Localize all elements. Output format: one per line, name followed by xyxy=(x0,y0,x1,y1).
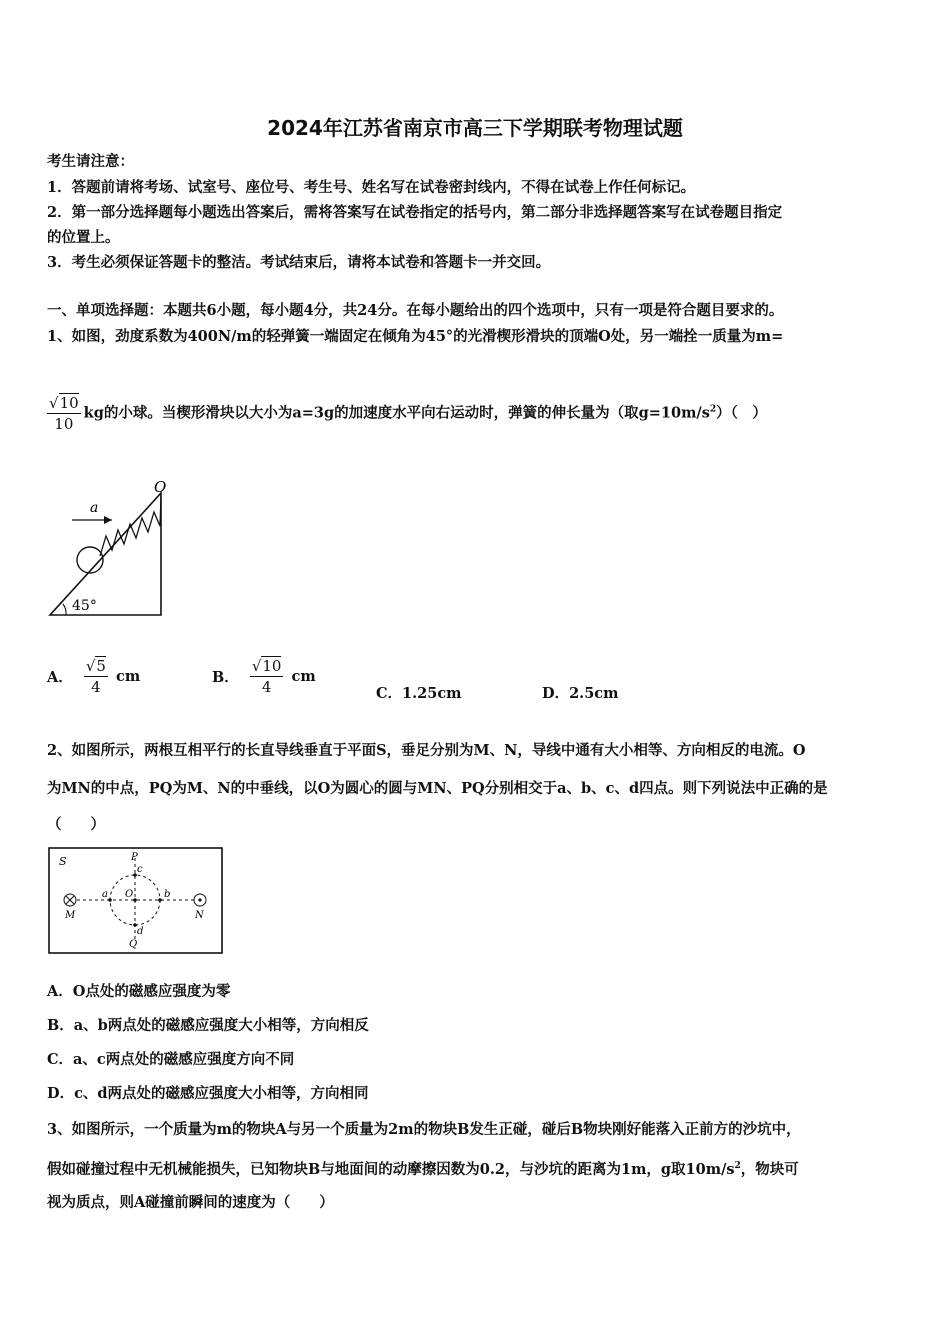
label-a: a xyxy=(102,889,108,900)
q2-field-figure xyxy=(48,846,224,956)
label-o: O xyxy=(154,478,167,496)
page-title: 2024年江苏省南京市高三下学期联考物理试题 xyxy=(267,116,683,140)
q1-option-a[interactable]: A． $\frac{√5}{4}$ cm xyxy=(47,657,141,696)
q1-stem-sup: 2 xyxy=(709,404,717,415)
point-a xyxy=(108,898,112,902)
q1-mass-fraction: $\frac{√10}{10}$ xyxy=(49,394,79,433)
q1-option-d[interactable]: D．2.5cm xyxy=(542,685,619,702)
q3-stem-line1: 3、如图所示，一个质量为m的物块A与另一个质量为2m的物块B发生正碰，碰后B物块刚好能落入正前方的沙坑中， xyxy=(47,1121,801,1138)
notice-heading: 考生请注意： xyxy=(47,153,134,170)
q3-stem-line3: 视为质点，则A碰撞前瞬间的速度为（ ） xyxy=(47,1194,334,1211)
label-m: M xyxy=(65,910,76,921)
label-a: a xyxy=(90,500,99,516)
q3-stem-line2: 假如碰撞过程中无机械能损失，已知物块B与地面间的动摩擦因数为0.2，与沙坑的距离为1m，g取$10m/s^2$，物块可 xyxy=(47,1160,799,1178)
notice-item: 1．答题前请将考场、试室号、座位号、考生号、姓名写在试卷密封线内，不得在试卷上作任何标记。 xyxy=(47,179,696,196)
q1-option-c[interactable]: C．1.25cm xyxy=(376,685,462,702)
angle-arc xyxy=(63,604,66,615)
q2-stem-line1: 2、如图所示，两根互相平行的长直导线垂直于平面S，垂足分别为M、N，导线中通有大小相等、方向相反的电流。O xyxy=(47,742,806,759)
label-o: O xyxy=(125,889,134,900)
label-n: N xyxy=(195,910,204,921)
label-s: S xyxy=(59,855,67,868)
q1-stem-line1: 1、如图，劲度系数为400N/m的轻弹簧一端固定在倾角为45°的光滑楔形滑块的顶端O处，另一端拴一质量为m= xyxy=(47,328,784,345)
q2-stem-line2: 为MN的中点，PQ为M、N的中垂线，以O为圆心的圆与MN、PQ分别相交于a、b、c、d四点。则下列说法中正确的是 xyxy=(47,780,828,797)
q2-stem-line3: （ ） xyxy=(47,816,105,833)
label-c: c xyxy=(137,864,143,875)
section-heading: 一、单项选择题：本题共6小题，每小题4分，共24分。在每小题给出的四个选项中，只有一项是符合题目要求的。 xyxy=(47,302,784,319)
arrow-head-icon xyxy=(104,516,112,524)
q1-stem-text: kg的小球。当楔形滑块以大小为a=3g的加速度水平向右运动时，弹簧的伸长量为（取g=10m/s xyxy=(83,404,710,422)
q2-option-c[interactable]: C．a、c两点处的磁感应强度方向不同 xyxy=(47,1051,295,1068)
notice-item: 2．第一部分选择题每小题选出答案后，需将答案写在试卷指定的括号内，第二部分非选择题答案写在试卷题目指定 xyxy=(47,204,783,221)
point-o xyxy=(133,898,137,902)
label-p: P xyxy=(131,852,138,863)
q2-option-d[interactable]: D．c、d两点处的磁感应强度大小相等，方向相同 xyxy=(47,1085,369,1102)
notice-item: 3．考生必须保证答题卡的整洁。考试结束后，请将本试卷和答题卡一并交回。 xyxy=(47,254,551,271)
spring-coil xyxy=(100,496,161,556)
label-q: Q xyxy=(129,939,138,950)
label-b: b xyxy=(164,889,171,900)
wedge-triangle xyxy=(50,493,161,615)
q1-wedge-figure xyxy=(44,476,176,621)
point-b xyxy=(158,898,162,902)
q1-stem-line2 xyxy=(47,393,767,434)
notice-item: 的位置上。 xyxy=(47,229,120,246)
label-d: d xyxy=(137,926,144,937)
q1-option-b[interactable]: B． $\frac{√10}{4}$ cm xyxy=(212,657,316,696)
q1-stem-tail: ）（ ） xyxy=(716,404,767,422)
q2-option-b[interactable]: B．a、b两点处的磁感应强度大小相等，方向相反 xyxy=(47,1017,369,1034)
label-angle: 45° xyxy=(72,598,97,614)
q1-mass-num: 10 xyxy=(59,394,79,412)
q2-option-a[interactable]: A．O点处的磁感应强度为零 xyxy=(47,983,231,1000)
q1-mass-den: 10 xyxy=(54,415,74,433)
